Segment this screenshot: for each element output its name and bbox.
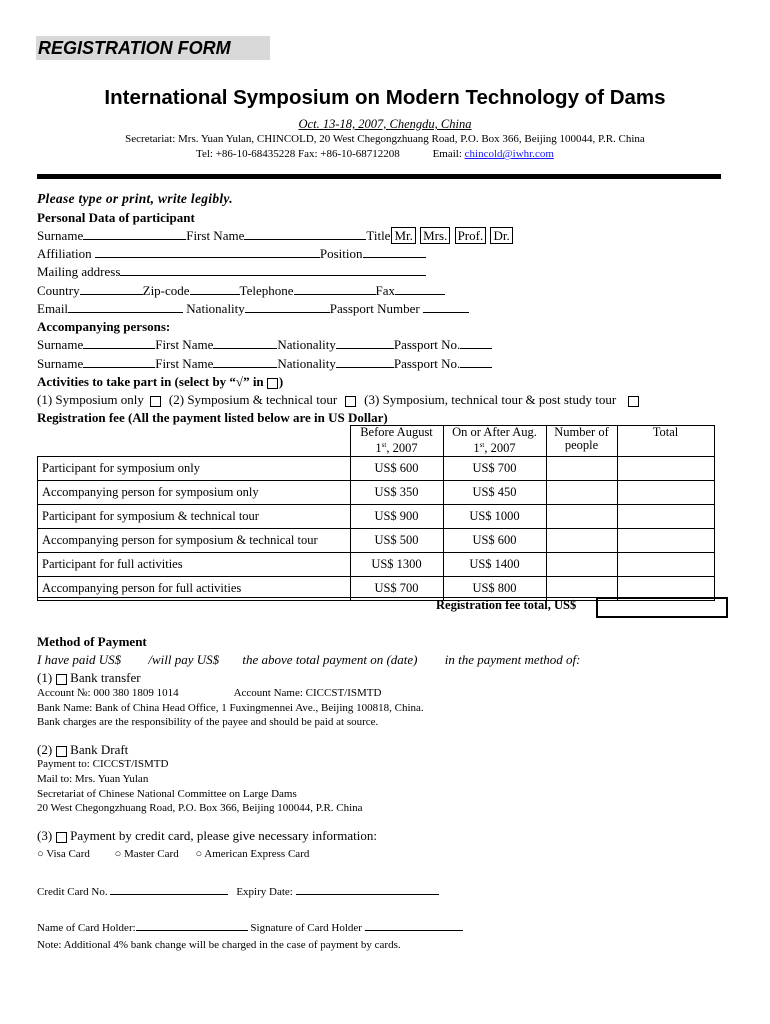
affiliation-field[interactable] — [95, 246, 320, 258]
card-holder-row — [37, 921, 463, 934]
paid-line-c: the above total payment on (date) — [242, 652, 418, 667]
accompanying-heading: Accompanying persons: — [37, 319, 171, 334]
title-mr-option[interactable]: Mr. — [391, 227, 415, 244]
checkbox-icon — [267, 378, 278, 389]
bank-name: Bank Name: Bank of China Head Office, 1 Fuxingmennei Ave., Beijing 100818, China. — [37, 702, 424, 714]
telfax: Tel: +86-10-68435228 Fax: +86-10-68712208 — [196, 148, 400, 160]
acc-surname-label: Surname — [37, 337, 84, 352]
country-field[interactable] — [80, 283, 143, 295]
paid-line-a: I have paid US$ — [37, 652, 122, 667]
acc-surname-label: Surname — [37, 356, 84, 371]
paid-line — [37, 652, 581, 668]
name-row — [37, 228, 513, 244]
fee-table-header — [38, 426, 715, 457]
symposium-title: International Symposium on Modern Technology of Dams — [104, 86, 666, 109]
email-row — [37, 301, 469, 317]
acc-passport-field[interactable] — [460, 337, 492, 349]
fee-row-label: Accompanying person for symposium & technical tour — [38, 529, 351, 553]
instruction: Please type or print, write legibly. — [37, 191, 233, 206]
activity-option-1-label: (1) Symposium only — [37, 392, 144, 407]
acc-first-name-label: First Name — [155, 356, 214, 371]
fee-row-before: US$ 900 — [350, 505, 443, 529]
acc-nationality-label: Nationality — [277, 337, 336, 352]
title-mrs-option[interactable]: Mrs. — [420, 227, 450, 244]
paid-line-d: in the payment method of: — [444, 652, 581, 667]
credit-card-number: (3) — [37, 828, 53, 843]
bank-draft-label: Bank Draft — [70, 742, 129, 757]
position-label: Position — [319, 246, 363, 261]
position-field[interactable] — [363, 246, 426, 258]
fee-row-before: US$ 350 — [350, 481, 443, 505]
mail-to: Mail to: Mrs. Yuan Yulan — [37, 773, 149, 785]
bank-transfer-option — [37, 670, 141, 686]
payment-to: Payment to: CICCST/ISMTD — [37, 758, 169, 770]
acc-first-name-label: First Name — [155, 337, 214, 352]
fee-row — [38, 457, 715, 481]
activities-options — [37, 392, 639, 408]
fee-row-before: US$ 500 — [350, 529, 443, 553]
account-row — [37, 687, 381, 699]
bank-draft-checkbox[interactable] — [56, 746, 67, 757]
country-label: Country — [37, 283, 80, 298]
email-label: Email: — [432, 148, 462, 160]
personal-heading: Personal Data of participant — [37, 210, 195, 225]
account-name: Account Name: CICCST/ISMTD — [233, 687, 382, 699]
fee-row-before: US$ 600 — [350, 457, 443, 481]
affiliation-label: Affiliation — [37, 246, 92, 261]
before-line-2: 1st, 2007 — [375, 441, 418, 456]
fee-header-number — [546, 426, 617, 457]
activities-heading-text: Activities to take part in (select by “√” in — [37, 374, 267, 389]
surname-field[interactable] — [83, 228, 186, 240]
number-line-1: Number of — [554, 425, 609, 439]
visa-label: Visa Card — [46, 848, 90, 860]
committee-name: Secretariat of Chinese National Committee on Large Dams — [37, 788, 297, 800]
fee-row-after: US$ 450 — [443, 481, 546, 505]
master-label: Master Card — [124, 848, 179, 860]
contact-line — [196, 148, 554, 160]
acc-nationality-label: Nationality — [277, 356, 336, 371]
activities-heading-end: ) — [278, 374, 284, 389]
fee-row-after: US$ 1400 — [443, 553, 546, 577]
signature-field[interactable] — [365, 921, 463, 931]
acc-first-name-field[interactable] — [213, 337, 277, 349]
zip-label: Zip-code — [142, 283, 190, 298]
email-field[interactable] — [68, 301, 183, 313]
acc-passport-label: Passport No. — [393, 337, 461, 352]
activities-heading — [37, 374, 283, 390]
signature-label: Signature of Card Holder — [250, 922, 362, 934]
credit-card-checkbox[interactable] — [56, 832, 67, 843]
card-number-field[interactable] — [110, 885, 228, 895]
activity-option-1-checkbox[interactable] — [150, 396, 161, 407]
fax-label: Fax — [375, 283, 396, 298]
fee-row-number-field[interactable] — [546, 457, 617, 481]
credit-card-option — [37, 828, 377, 844]
bank-draft-option — [37, 742, 128, 758]
card-holder-label: Name of Card Holder: — [37, 922, 136, 934]
nationality-label: Nationality — [186, 301, 245, 316]
activity-option-2-checkbox[interactable] — [345, 396, 356, 407]
title-label: Title — [366, 228, 391, 243]
bank-transfer-number: (1) — [37, 670, 53, 685]
card-fee-note: Note: Additional 4% bank change will be charged in the case of payment by cards. — [37, 939, 401, 951]
acc-surname-field[interactable] — [83, 337, 155, 349]
paid-line-b: /will pay US$ — [148, 652, 220, 667]
activity-option-2-label: (2) Symposium & technical tour — [168, 392, 338, 407]
acc-first-name-field[interactable] — [213, 356, 277, 368]
mailing-address-field[interactable] — [120, 264, 426, 276]
fee-header-blank — [38, 426, 351, 457]
surname-label: Surname — [37, 228, 84, 243]
header-divider — [37, 174, 721, 179]
symposium-dates: Oct. 13-18, 2007, Chengdu, China — [298, 117, 472, 131]
acc-nationality-field[interactable] — [336, 356, 394, 368]
acc-surname-field[interactable] — [83, 356, 155, 368]
passport-label: Passport Number — [329, 301, 420, 316]
fee-header-before — [350, 426, 443, 457]
first-name-label: First Name — [186, 228, 245, 243]
bank-charges: Bank charges are the responsibility of the payee and should be paid at source. — [37, 716, 379, 728]
payment-heading: Method of Payment — [37, 634, 147, 649]
activity-option-3-label: (3) Symposium, technical tour & post study tour — [364, 392, 617, 407]
title-dr-option[interactable]: Dr. — [490, 227, 512, 244]
mailing-row — [37, 264, 426, 280]
credit-card-label: Payment by credit card, please give necessary information: — [70, 828, 378, 843]
bank-transfer-label: Bank transfer — [70, 670, 141, 685]
expiry-field[interactable] — [296, 885, 439, 895]
fee-row-total-field[interactable] — [617, 505, 714, 529]
bank-transfer-checkbox[interactable] — [56, 674, 67, 685]
zip-field[interactable] — [190, 283, 240, 295]
country-row — [37, 283, 445, 299]
card-number-label: Credit Card No. — [37, 886, 108, 898]
after-line-2: 1st, 2007 — [473, 441, 516, 456]
passport-field[interactable] — [423, 301, 469, 313]
fee-row — [38, 505, 715, 529]
visa-radio-icon[interactable]: ○ — [37, 848, 44, 860]
after-line-1: On or After Aug. — [452, 425, 537, 439]
card-number-row — [37, 885, 439, 898]
fee-row-number-field[interactable] — [546, 505, 617, 529]
fee-row-total-field[interactable] — [617, 457, 714, 481]
fee-row-number-field[interactable] — [546, 553, 617, 577]
secretariat-address: Secretariat: Mrs. Yuan Yulan, CHINCOLD, 20 West Chegongzhuang Road, P.O. Box 366, Beijing 100044, P.R. China — [125, 133, 645, 145]
fee-header-after — [443, 426, 546, 457]
fee-row-label: Accompanying person for full activities — [38, 577, 351, 601]
fee-row-before: US$ 700 — [350, 577, 443, 601]
fee-row-label: Participant for symposium only — [38, 457, 351, 481]
activity-option-3-checkbox[interactable] — [628, 396, 639, 407]
nationality-field[interactable] — [245, 301, 330, 313]
amex-radio-icon[interactable]: ○ — [195, 848, 203, 860]
master-radio-icon[interactable]: ○ — [114, 848, 122, 860]
fee-row-label: Accompanying person for symposium only — [38, 481, 351, 505]
fee-header-total: Total — [617, 426, 714, 457]
fee-total-field[interactable] — [596, 597, 728, 618]
fax-field[interactable] — [395, 283, 445, 295]
account-number: Account №: 000 380 1809 1014 — [37, 687, 179, 699]
fee-row-after: US$ 800 — [443, 577, 546, 601]
committee-address: 20 West Chegongzhuang Road, P.O. Box 366, Beijing 100044, P.R. China — [37, 802, 363, 814]
mailing-address-label: Mailing address — [37, 264, 121, 279]
card-types — [37, 848, 309, 860]
email-label: Email — [37, 301, 69, 316]
fee-row-before: US$ 1300 — [350, 553, 443, 577]
number-line-2: people — [564, 438, 599, 452]
fee-row-after: US$ 700 — [443, 457, 546, 481]
acc-nationality-field[interactable] — [336, 337, 394, 349]
fee-row — [38, 529, 715, 553]
fee-heading: Registration fee (All the payment listed below are in US Dollar) — [37, 410, 388, 425]
acc-passport-field[interactable] — [460, 356, 492, 368]
accompanying-row-1 — [37, 337, 492, 353]
fee-row-total-field[interactable] — [617, 529, 714, 553]
bank-draft-number: (2) — [37, 742, 53, 757]
title-prof-option[interactable]: Prof. — [455, 227, 487, 244]
amex-label: American Express Card — [204, 848, 310, 860]
fee-row — [38, 553, 715, 577]
before-line-1: Before August — [360, 425, 433, 439]
fee-row-number-field[interactable] — [546, 481, 617, 505]
fee-row-total-field[interactable] — [617, 481, 714, 505]
fee-row-label: Participant for full activities — [38, 553, 351, 577]
first-name-field[interactable] — [244, 228, 366, 240]
fee-row-label: Participant for symposium & technical tour — [38, 505, 351, 529]
fee-row — [38, 481, 715, 505]
fee-row-after: US$ 1000 — [443, 505, 546, 529]
fee-table — [37, 425, 715, 601]
expiry-label: Expiry Date: — [236, 886, 293, 898]
form-title: REGISTRATION FORM — [36, 36, 270, 60]
telephone-label: Telephone — [239, 283, 294, 298]
telephone-field[interactable] — [294, 283, 376, 295]
card-holder-field[interactable] — [136, 921, 248, 931]
accompanying-row-2 — [37, 356, 492, 372]
fee-row-number-field[interactable] — [546, 529, 617, 553]
affiliation-row — [37, 246, 426, 262]
acc-passport-label: Passport No. — [393, 356, 461, 371]
email-link[interactable]: chincold@iwhr.com — [464, 148, 554, 160]
fee-row-after: US$ 600 — [443, 529, 546, 553]
fee-row-total-field[interactable] — [617, 553, 714, 577]
fee-total-label: Registration fee total, US$ — [436, 598, 577, 612]
